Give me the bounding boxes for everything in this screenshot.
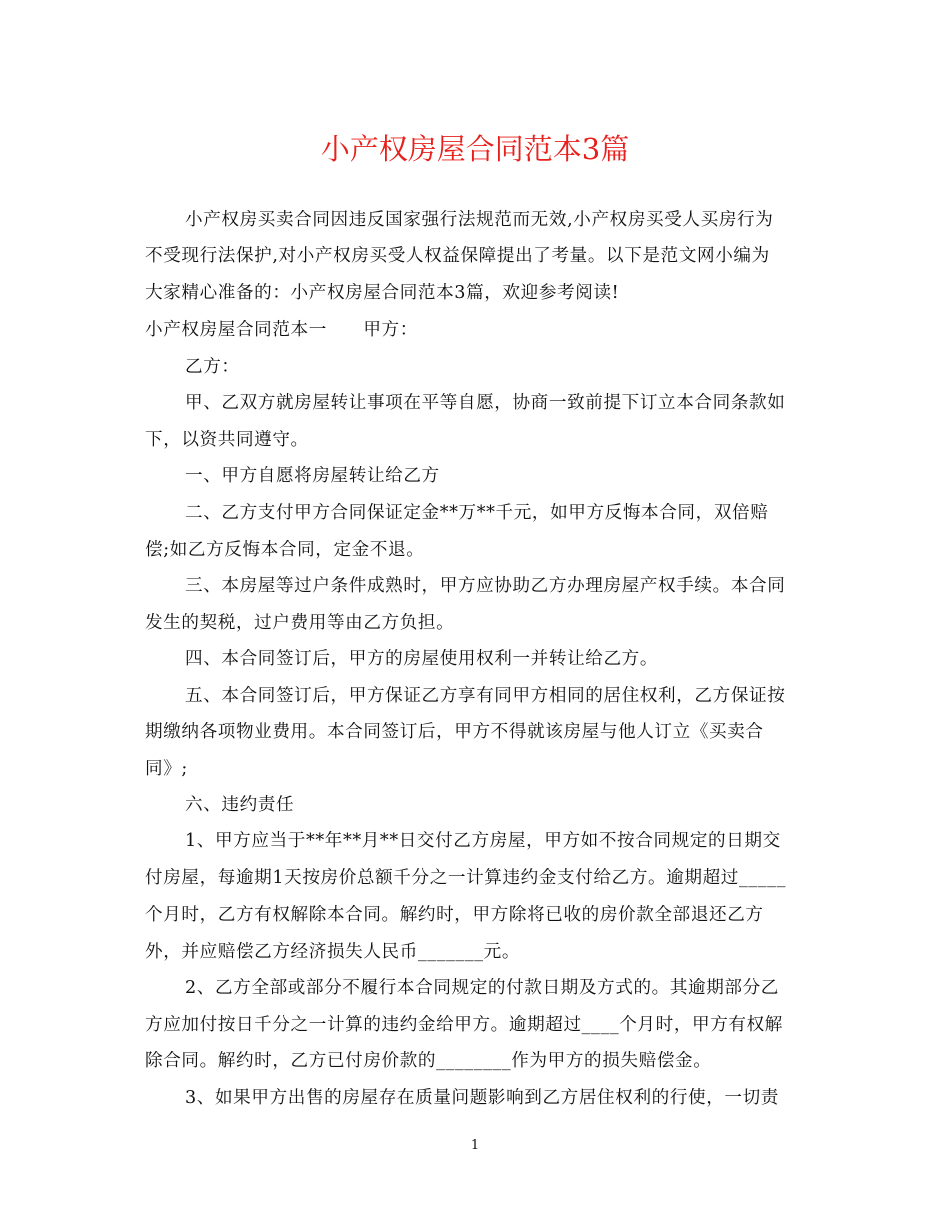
body-line: 小产权房屋合同范本一 甲方： [145,320,418,340]
body-line: 六、违约责任 [185,795,295,815]
body-line: 发生的契税，过户费用等由乙方负担。 [145,613,455,633]
body-line: 不受现行法保护,对小产权房买受人权益保障提出了考量。以下是范文网小编为 [145,246,770,266]
body-line: 除合同。解约时，乙方已付房价款的________作为甲方的损失赔偿金。 [145,1051,712,1071]
body-line: 个月时，乙方有权解除本合同。解约时，甲方除将已收的房价款全部退还乙方 [145,905,764,925]
body-line: 五、本合同签订后，甲方保证乙方享有同甲方相同的居住权利，乙方保证按 [185,686,786,706]
body-line: 一、甲方自愿将房屋转让给乙方 [185,466,440,486]
body-line: 外，并应赔偿乙方经济损失人民币_______元。 [145,942,521,962]
body-line: 二、乙方支付甲方合同保证定金**万**千元，如甲方反悔本合同，双倍赔 [185,503,769,523]
body-line: 三、本房屋等过户条件成熟时，甲方应协助乙方办理房屋产权手续。本合同 [185,576,786,596]
body-line: 方应加付按日千分之一计算的违约金给甲方。逾期超过____个月时，甲方有权解 [145,1015,783,1035]
body-line: 同》; [145,759,188,779]
body-line: 1、甲方应当于**年**月**日交付乙方房屋，甲方如不按合同规定的日期交 [185,831,781,851]
body-line: 小产权房买卖合同因违反国家强行法规范而无效,小产权房买受人买房行为 [185,210,774,230]
document-title: 小产权房屋合同范本3篇 [320,132,630,166]
body-line: 偿;如乙方反悔本合同，定金不退。 [145,540,425,560]
body-line: 乙方： [185,357,240,377]
body-line: 2、乙方全部或部分不履行本合同规定的付款日期及方式的。其逾期部分乙 [185,978,779,998]
body-line: 甲、乙双方就房屋转让事项在平等自愿，协商一致前提下订立本合同条款如 [185,393,786,413]
body-line: 付房屋，每逾期1天按房价总额千分之一计算违约金支付给乙方。逾期超过_____ [145,868,786,888]
body-line: 下，以资共同遵守。 [145,430,309,450]
body-line: 四、本合同签订后，甲方的房屋使用权利一并转让给乙方。 [185,649,659,669]
body-line: 期缴纳各项物业费用。本合同签订后，甲方不得就该房屋与他人订立《买卖合 [145,722,764,742]
page-number: 1 [470,1138,480,1153]
body-line: 3、如果甲方出售的房屋存在质量问题影响到乙方居住权利的行使，一切责 [185,1088,779,1108]
body-line: 大家精心准备的：小产权房屋合同范本3篇，欢迎参考阅读! [145,283,620,303]
